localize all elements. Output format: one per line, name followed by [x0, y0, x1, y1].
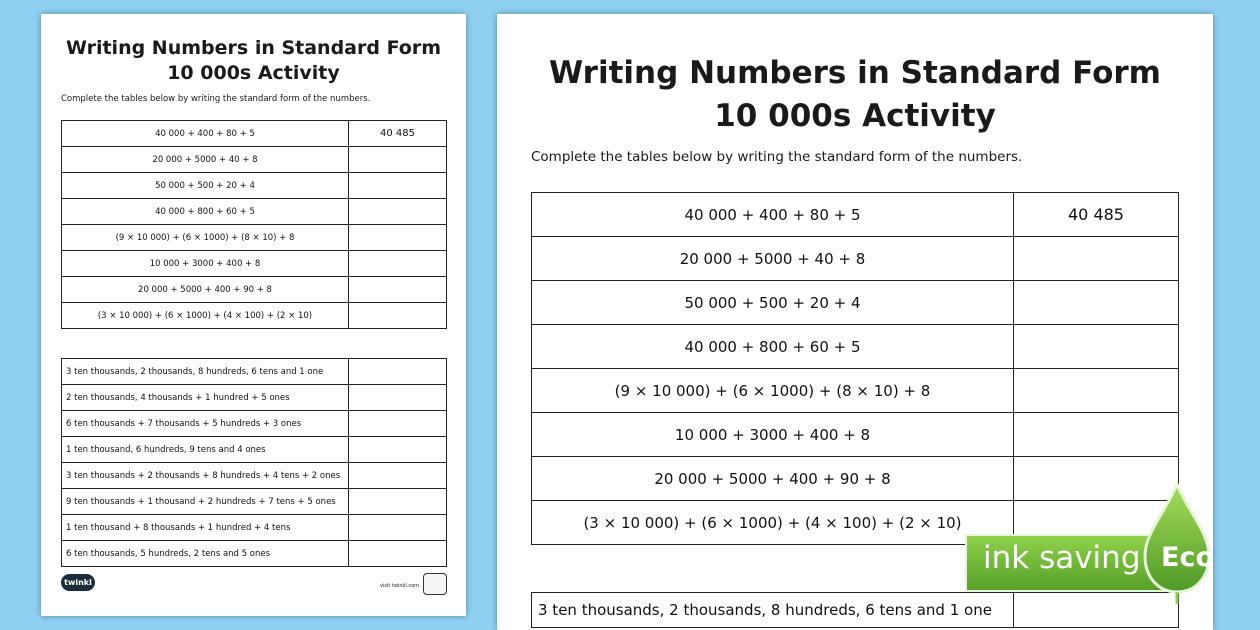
word-form-cell: 6 ten thousands + 7 thousands + 5 hundreds + 3 ones [62, 411, 349, 437]
answer-cell[interactable] [349, 173, 447, 199]
visit-text: visit twinkl.com [380, 583, 420, 589]
expression-cell: 20 000 + 5000 + 400 + 90 + 8 [62, 277, 349, 303]
page-title [497, 52, 1213, 138]
answer-cell[interactable] [349, 385, 447, 411]
answer-cell[interactable] [1014, 369, 1179, 413]
table-row [532, 457, 1179, 501]
word-form-cell: 3 ten thousands + 2 thousands + 8 hundreds + 4 tens + 2 ones [62, 463, 349, 489]
table-row [532, 193, 1179, 237]
expression-cell: (9 × 10 000) + (6 × 1000) + (8 × 10) + 8 [62, 225, 349, 251]
title-line-2: 10 000s Activity [714, 98, 996, 134]
table-row [62, 489, 447, 515]
table-row [62, 251, 447, 277]
table-row [62, 225, 447, 251]
eco-label: Eco [1161, 542, 1214, 573]
table-row [62, 121, 447, 147]
expression-table [531, 192, 1179, 545]
word-form-cell: 1 ten thousand + 8 thousands + 1 hundred + 4 tens [62, 515, 349, 541]
answer-cell[interactable] [349, 541, 447, 567]
expression-cell: 50 000 + 500 + 20 + 4 [62, 173, 349, 199]
answer-cell[interactable] [349, 303, 447, 329]
worksheet-thumbnail [41, 14, 466, 616]
title-line-1: Writing Numbers in Standard Form [65, 37, 442, 59]
title-line-1: Writing Numbers in Standard Form [549, 55, 1161, 91]
table-row [62, 173, 447, 199]
expression-cell: 20 000 + 5000 + 40 + 8 [532, 237, 1014, 281]
twinkl-logo: twinkl [61, 574, 95, 591]
ink-saving-label: ink saving [983, 540, 1141, 576]
answer-cell[interactable] [1014, 325, 1179, 369]
answer-cell[interactable] [349, 251, 447, 277]
table-row [532, 325, 1179, 369]
table-row [62, 515, 447, 541]
word-form-table [531, 592, 1179, 628]
title-line-2: 10 000s Activity [167, 62, 340, 84]
word-form-cell: 3 ten thousands, 2 thousands, 8 hundreds, 6 tens and 1 one [532, 593, 1014, 628]
word-form-cell: 3 ten thousands, 2 thousands, 8 hundreds, 6 tens and 1 one [62, 359, 349, 385]
table-row [532, 369, 1179, 413]
expression-cell: 40 000 + 400 + 80 + 5 [62, 121, 349, 147]
expression-cell: (9 × 10 000) + (6 × 1000) + (8 × 10) + 8 [532, 369, 1014, 413]
table-row [62, 463, 447, 489]
table-row [62, 359, 447, 385]
table-row [62, 147, 447, 173]
answer-cell[interactable] [349, 199, 447, 225]
table-row [62, 277, 447, 303]
answer-cell[interactable] [349, 515, 447, 541]
expression-cell: (3 × 10 000) + (6 × 1000) + (4 × 100) + (2 × 10) [532, 501, 1014, 545]
answer-cell[interactable] [1014, 237, 1179, 281]
answer-cell[interactable] [1014, 413, 1179, 457]
answer-cell[interactable] [349, 463, 447, 489]
expression-table [61, 120, 447, 329]
answer-cell[interactable] [349, 277, 447, 303]
expression-cell: 50 000 + 500 + 20 + 4 [532, 281, 1014, 325]
expression-cell: 40 000 + 400 + 80 + 5 [532, 193, 1014, 237]
table-row [62, 385, 447, 411]
word-form-cell: 2 ten thousands, 4 thousands + 1 hundred + 5 ones [62, 385, 349, 411]
expression-cell: 20 000 + 5000 + 400 + 90 + 8 [532, 457, 1014, 501]
table-row [62, 541, 447, 567]
table-row [62, 199, 447, 225]
expression-cell: 40 000 + 800 + 60 + 5 [62, 199, 349, 225]
expression-cell: 10 000 + 3000 + 400 + 8 [532, 413, 1014, 457]
answer-cell[interactable] [349, 225, 447, 251]
table-row [532, 413, 1179, 457]
badge-icon [423, 573, 447, 595]
table-row [532, 281, 1179, 325]
word-form-table [61, 358, 447, 567]
table-row [62, 303, 447, 329]
table-row [62, 411, 447, 437]
table-row [532, 237, 1179, 281]
answer-cell[interactable]: 40 485 [349, 121, 447, 147]
expression-cell: 20 000 + 5000 + 40 + 8 [62, 147, 349, 173]
ink-saving-eco-badge [965, 530, 1225, 596]
expression-cell: 40 000 + 800 + 60 + 5 [532, 325, 1014, 369]
word-form-cell: 9 ten thousands + 1 thousand + 2 hundreds + 7 tens + 5 ones [62, 489, 349, 515]
table-row [62, 437, 447, 463]
answer-cell[interactable] [1014, 281, 1179, 325]
answer-cell[interactable]: 40 485 [1014, 193, 1179, 237]
word-form-cell: 6 ten thousands, 5 hundreds, 2 tens and 5 ones [62, 541, 349, 567]
answer-cell[interactable] [349, 411, 447, 437]
instructions: Complete the tables below by writing the standard form of the numbers. [531, 149, 1023, 165]
expression-cell: (3 × 10 000) + (6 × 1000) + (4 × 100) + (2 × 10) [62, 303, 349, 329]
answer-cell[interactable] [349, 437, 447, 463]
answer-cell[interactable] [349, 359, 447, 385]
instructions: Complete the tables below by writing the standard form of the numbers. [61, 94, 371, 104]
page-title [41, 36, 466, 86]
answer-cell[interactable] [349, 147, 447, 173]
answer-cell[interactable] [349, 489, 447, 515]
expression-cell: 10 000 + 3000 + 400 + 8 [62, 251, 349, 277]
word-form-cell: 1 ten thousand, 6 hundreds, 9 tens and 4 ones [62, 437, 349, 463]
table-row [532, 593, 1179, 628]
